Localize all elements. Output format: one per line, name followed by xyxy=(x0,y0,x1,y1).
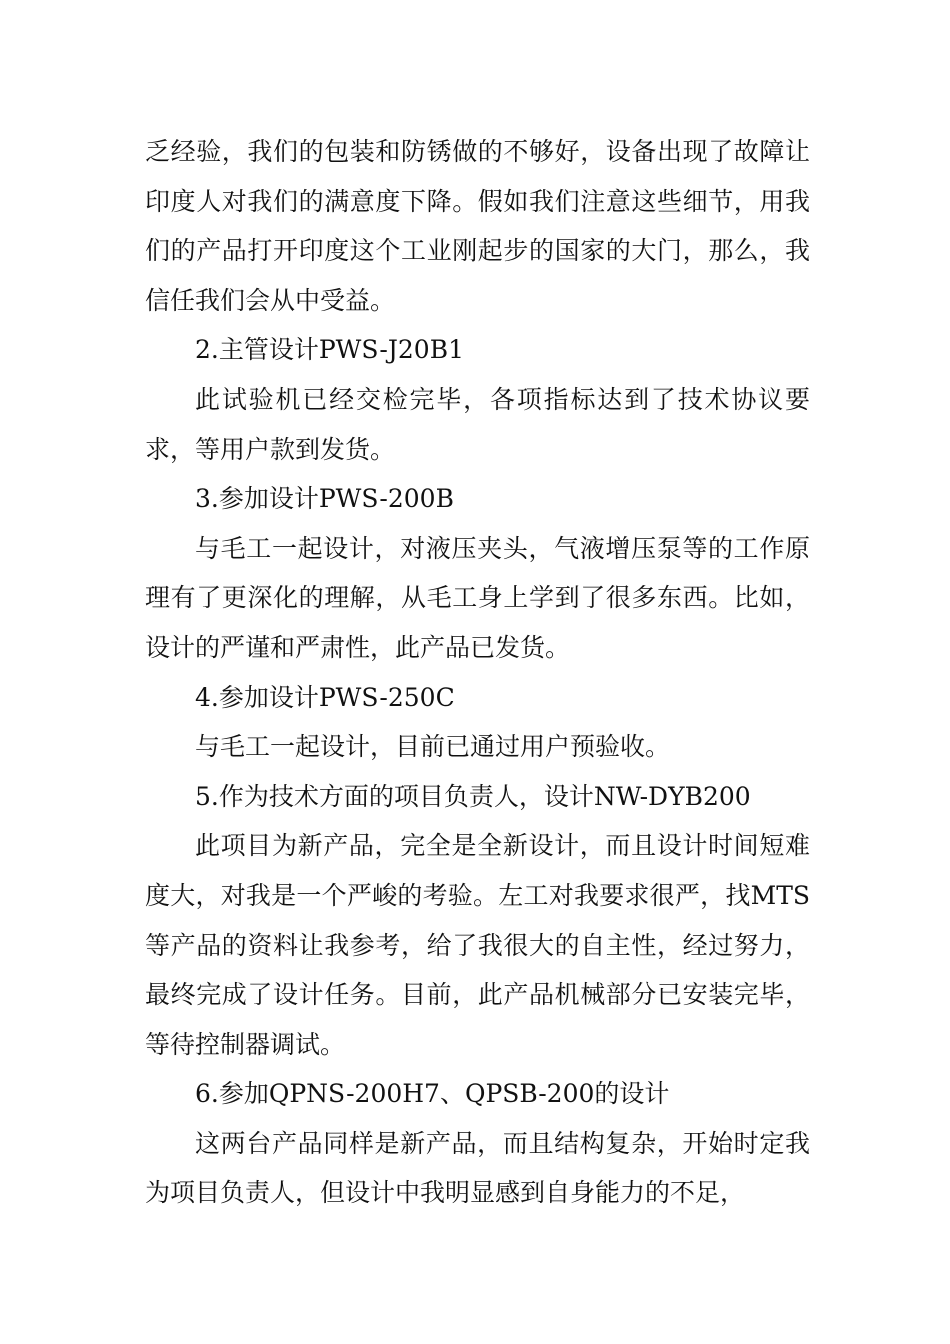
section-heading: 6.参加QPNS-200H7、QPSB-200的设计 xyxy=(195,1079,670,1109)
section-heading: 5.作为技术方面的项目负责人，设计NW-DYB200 xyxy=(195,781,751,811)
paragraph: 乏经验，我们的包装和防锈做的不够好，设备出现了故障让印度人对我们的满意度下降。假如我们注意这些细节，用我们的产品打开印度这个工业刚起步的国家的大门，那么，我信任我们会从中受益。 xyxy=(145,137,810,315)
paragraph: 此项目为新产品，完全是全新设计，而且设计时间短难度大，对我是一个严峻的考验。左工对我要求很严，找MTS等产品的资料让我参考，给了我很大的自主性，经过努力，最终完成了设计任务。目前，此产品机械部分已安装完毕，等待控制器调试。 xyxy=(145,831,810,1059)
paragraph: 与毛工一起设计，目前已通过用户预验收。 xyxy=(195,732,671,762)
section-heading: 3.参加设计PWS-200B xyxy=(195,484,454,514)
paragraph: 与毛工一起设计，对液压夹头，气液增压泵等的工作原理有了更深化的理解，从毛工身上学到了很多东西。比如，设计的严谨和严肃性，此产品已发货。 xyxy=(145,533,810,662)
section-heading: 4.参加设计PWS-250C xyxy=(195,682,455,712)
document-body xyxy=(145,127,810,1218)
paragraph: 这两台产品同样是新产品，而且结构复杂，开始时定我为项目负责人，但设计中我明显感到自身能力的不足， xyxy=(145,1128,810,1208)
section-heading: 2.主管设计PWS-J20B1 xyxy=(195,335,464,365)
paragraph: 此试验机已经交检完毕，各项指标达到了技术协议要求，等用户款到发货。 xyxy=(145,384,810,464)
